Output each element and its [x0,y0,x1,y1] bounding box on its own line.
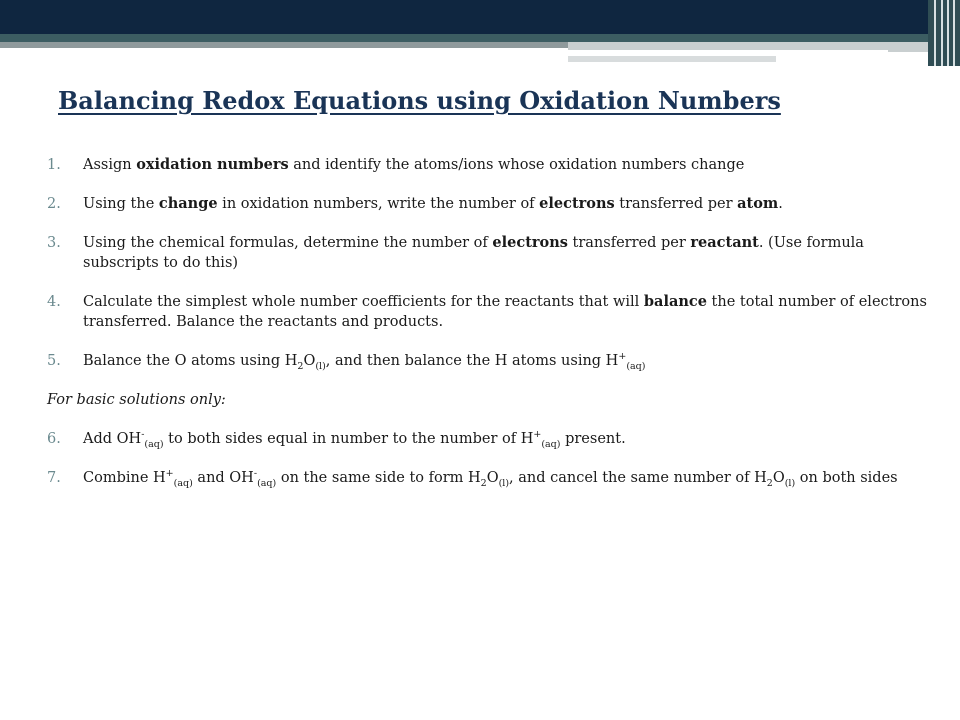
step-number: 4. [47,294,61,310]
header-corner-line [953,0,955,66]
basic-solutions-note: For basic solutions only: [47,392,226,408]
step-4 [47,292,927,332]
step-text: Using the chemical formulas, determine the number of electrons transferred per reactant. (Use formula subscripts to do this) [83,234,864,271]
step-text: Using the change in oxidation numbers, write the number of electrons transferred per atom. [83,195,783,212]
header-accent-band [0,34,960,42]
step-5 [47,351,927,371]
step-text: Add $OH^-_{(aq)}$ to both sides equal in number to the number of $H^+_{(aq)}$ present. [83,429,626,450]
step-3 [47,233,927,273]
header-stripe-highlight [568,50,888,53]
header-stripe-light [568,56,776,62]
step-2 [47,194,927,214]
step-number: 5. [47,353,61,369]
step-number: 6. [47,431,61,447]
step-6 [47,429,927,449]
step-number: 3. [47,235,61,251]
step-7 [47,468,927,488]
header-corner-line [941,0,943,66]
header-corner-line [934,0,936,66]
step-text: Combine $H^+_{(aq)}$ and $OH^-_{(aq)}$ on the same side to form $H_2O_{(l)}$, and cancel the same number of $H_2O_{(l)}$ on both sides [83,468,898,489]
header-band [0,0,960,34]
step-text: Balance the O atoms using $H_2O_{(l)}$, and then balance the H atoms using $H^+_{(aq)}$ [83,351,646,372]
step-number: 2. [47,196,61,212]
slide-title: Balancing Redox Equations using Oxidation Numbers [58,86,781,115]
steps-list [47,155,927,507]
header-corner-line [947,0,949,66]
step-number: 7. [47,470,61,486]
step-text: Calculate the simplest whole number coefficients for the reactants that will balance the total number of electrons transferred. Balance the reactants and products. [83,293,927,330]
header-stripe-left [0,42,568,48]
header-corner-strip [928,0,960,66]
step-text: Assign oxidation numbers and identify the atoms/ions whose oxidation numbers change [83,156,745,173]
step-1 [47,155,927,175]
step-number: 1. [47,157,61,173]
